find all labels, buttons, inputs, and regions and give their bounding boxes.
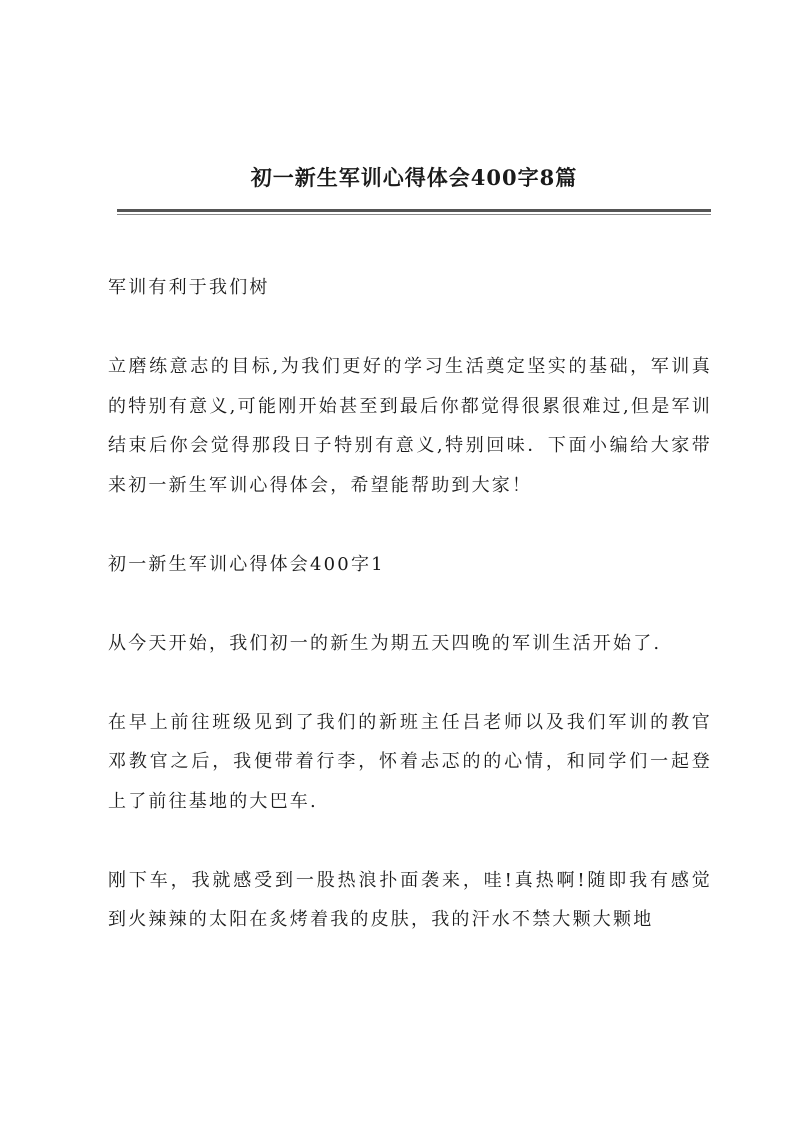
document-title: 初一新生军训心得体会400字8篇 [250,165,578,190]
paragraph: 在早上前往班级见到了我们的新班主任吕老师以及我们军训的教官邓教官之后，我便带着行李，怀着忐忑的的心情，和同学们一起登上了前往基地的大巴车. [108,711,712,812]
paragraph: 从今天开始，我们初一的新生为期五天四晚的军训生活开始了. [108,632,662,654]
paragraph-intro: 立磨练意志的目标,为我们更好的学习生活奠定坚实的基础，军训真的特别有意义,可能刚开始甚至到最后你都觉得很累很难过,但是军训结束后你会觉得那段日子特别有意义,特别回味．下面小编给大家带来初一新生军训心得体会，希望能帮助到大家！ [108,356,712,496]
paragraph: 刚下车，我就感受到一股热浪扑面袭来，哇!真热啊!随即我有感觉到火辣辣的太阳在炙烤着我的皮肤，我的汗水不禁大颗大颗地 [108,869,712,930]
title-divider [117,209,711,212]
paragraph-intro-start: 军训有利于我们树 [108,277,270,298]
section-heading: 初一新生军训心得体会400字1 [108,553,385,575]
document-body [108,268,712,979]
